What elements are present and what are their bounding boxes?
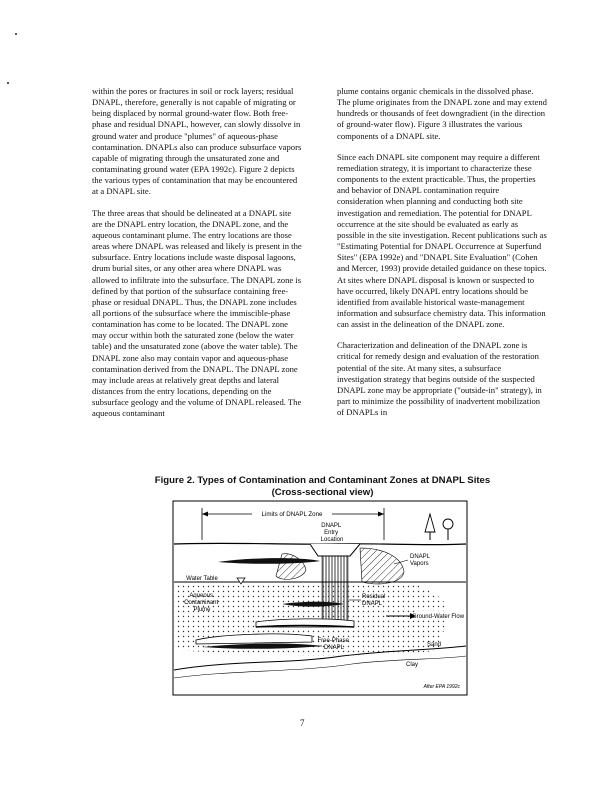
paragraph: Characterization and delineation of the DNAPL zone is critical for remedy design and evaluation of the restoration potential of the site. At many sites, a subsurface investigation strategy that begins outside of the suspected DNAPL zone may be appropriate ("outside-in" strategy), in part to minimize the possibility of inadvertent mobilization of DNAPLs in bbox=[337, 340, 542, 418]
plume-label-line: Plume bbox=[193, 607, 211, 613]
paragraph: The three areas that should be delineated at a DNAPL site are the DNAPL entry location, the DNAPL zone, and the aqueous contaminant plume. The entry locations are those areas where DNAPL was released and likely is present in the subsurface. Entry locations include waste disposal lagoons, drum burial sites, or any other area where DNAPL was allowed to infiltrate into the subsurface. The DNAPL zone is defined by that portion of the subsurface containing free-phase or residual DNAPL. Thus, the DNAPL zone includes all portions of the subsurface where the immiscible-phase contamination has come to be located. The DNAPL zone may occur within both the saturated zone (below the water table) and the unsaturated zone (above the water table). The DNAPL zone also may contain vapor and aqueous-phase contamination derived from the DNAPL. The DNAPL zone may include areas at relatively great depths and lateral distances from the entry locations, depending on the subsurface geology and the volume of DNAPL released. The aqueous contaminant bbox=[92, 207, 302, 419]
paragraph: Since each DNAPL site component may require a different remediation strategy, it is important to characterize these components to the extent practicable. Thus, the properties and behavior of DNAPL contamination require consideration when planning and conducting both site investigation and remediation. The potential for DNAPL occurrence at the site should be evaluated as early as possible in the site investigation. Recent publications such as "Estimating Potential for DNAPL Occurrence at Superfund Sites" (EPA 1992e) and "DNAPL Site Evaluation" (Cohen and Mercer, 1993) provide detailed guidance on these topics. At sites where DNAPL disposal is known or suspected to have occurred, likely DNAPL entry locations should be identified from available historical waste-management information and subsurface chemistry data. This information can assist in the delineation of the DNAPL zone. bbox=[337, 151, 547, 330]
vapors-label-line: Vapors bbox=[410, 561, 429, 567]
paragraph: plume contains organic chemicals in the dissolved phase. The plume originates from the DNAPL zone and may extend hundreds or thousands of feet downgradient (in the direction of ground-water flow). Figure 3 illustrates the various components of a DNAPL site. bbox=[337, 86, 547, 141]
flow-label: Ground-Water Flow bbox=[411, 614, 465, 620]
free-phase-label-line: DNAPL bbox=[323, 645, 345, 651]
right-text-column bbox=[337, 86, 547, 428]
entry-label-line: DNAPL bbox=[321, 523, 342, 529]
left-text-column bbox=[92, 86, 302, 430]
scan-speck bbox=[15, 33, 17, 35]
residual-label-line: DNAPL bbox=[362, 601, 383, 607]
free-phase-label-line: Free-Phase bbox=[317, 638, 349, 644]
entry-label-line: Entry bbox=[324, 530, 339, 536]
entry-label-line: Location bbox=[320, 537, 344, 543]
cross-section-figure bbox=[172, 500, 468, 696]
plume-label-line: Aqueous bbox=[189, 593, 214, 599]
figure-title: Figure 2. Types of Contamination and Contaminant Zones at DNAPL Sites (Cross-sectional view) bbox=[154, 475, 491, 498]
vapors-label-line: DNAPL bbox=[410, 554, 430, 560]
clay-label: Clay bbox=[405, 662, 419, 668]
water-table-label: Water Table bbox=[186, 576, 218, 582]
scan-speck bbox=[7, 82, 9, 84]
paragraph: within the pores or fractures in soil or rock layers; residual DNAPL, therefore, generally is not capable of migrating or being displaced by normal ground-water flow. Both free-phase and residual DNAPL, however, can slowly dissolve in ground water and produce "plumes" of aqueous-phase contamination. DNAPLs also can produce subsurface vapors capable of migrating through the unsaturated zone and contaminating ground water (EPA 1992c). Figure 2 depicts the various types of contamination that may be encountered at a DNAPL site. bbox=[92, 86, 302, 197]
credit-label: After EPA 1992c bbox=[423, 684, 460, 690]
residual-label-line: Residual bbox=[362, 594, 386, 600]
vapors-label bbox=[410, 554, 431, 567]
limits-label: Limits of DNAPL Zone bbox=[261, 511, 323, 518]
page-number: 7 bbox=[300, 718, 305, 728]
sand-label: Sand bbox=[426, 642, 442, 648]
plume-label-line: Contaminant bbox=[184, 600, 219, 606]
